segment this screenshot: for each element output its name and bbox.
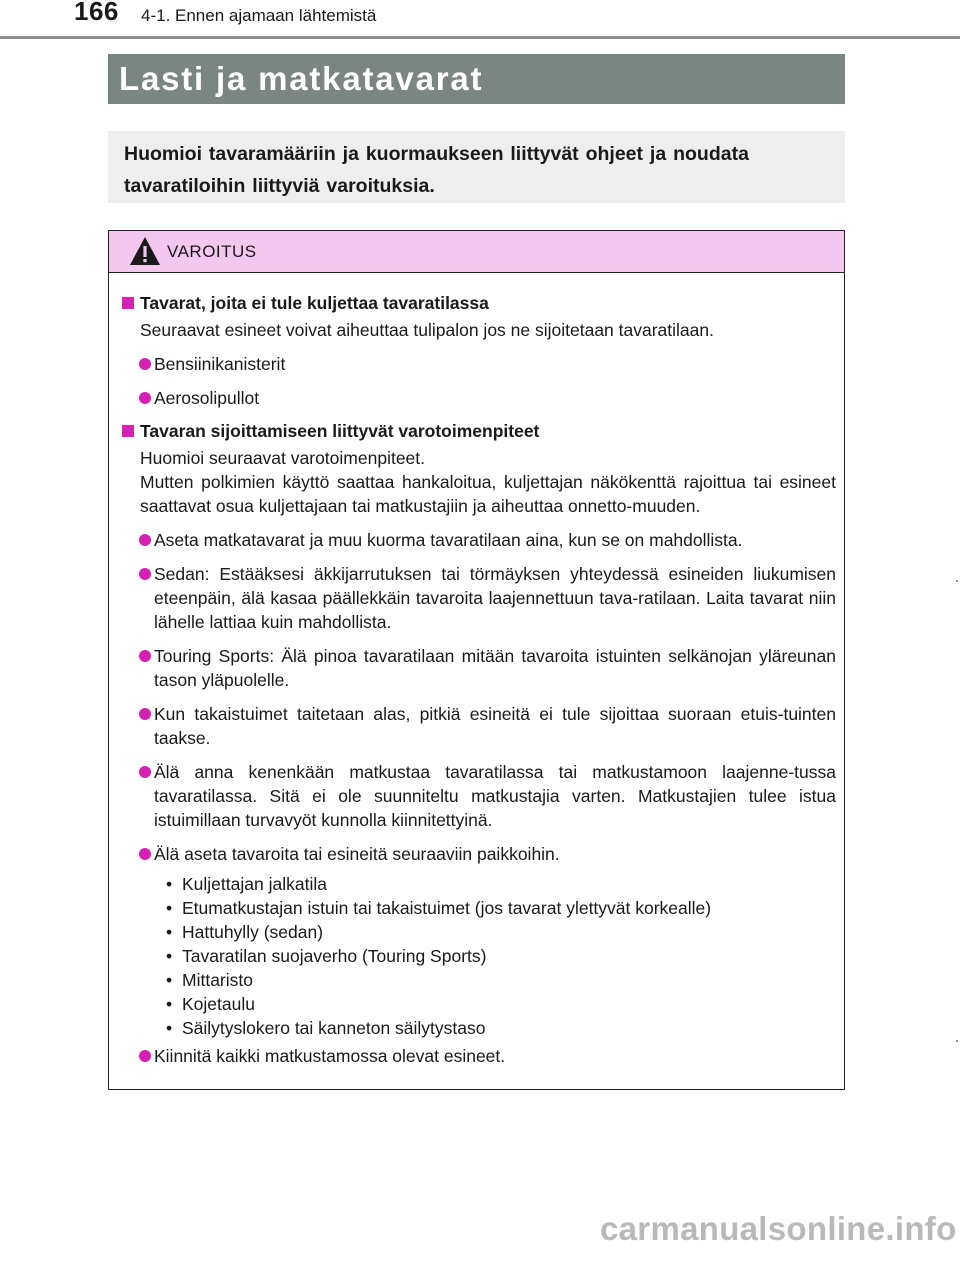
sub-list-item-text: Säilytyslokero tai kanneton säilytystaso: [182, 1018, 486, 1038]
sub-list-item: [120, 968, 836, 992]
square-bullet-icon: [122, 425, 134, 437]
sub-list-item-text: Hattuhylly (sedan): [182, 922, 324, 942]
warning-label: VAROITUS: [167, 242, 257, 261]
bullet-dot-icon: [139, 766, 151, 778]
section-heading: [120, 291, 836, 315]
title-bar: [108, 54, 845, 104]
list-item-text: Kun takaistuimet taitetaan alas, pitkiä esineitä ei tule sijoittaa suoraan etuis-tuinten taakse.: [154, 704, 836, 748]
bullet-dot-icon: [139, 534, 151, 546]
section-heading: [120, 419, 836, 443]
warning-body: [109, 273, 844, 1068]
list-item: [120, 1044, 836, 1068]
edge-mark: [956, 580, 958, 582]
header-divider: [0, 36, 960, 39]
warning-box: [108, 230, 845, 1090]
list-item: [120, 386, 836, 410]
sub-list-item: [120, 920, 836, 944]
warning-triangle-icon: [129, 236, 161, 266]
list-item-text: Touring Sports: Älä pinoa tavaratilaan mitään tavaroita istuinten selkänojan yläreunan tason yläpuolelle.: [154, 646, 836, 690]
list-item: [120, 528, 836, 552]
small-bullet-icon: •: [166, 898, 173, 918]
list-item-text: Sedan: Estääksesi äkkijarrutuksen tai törmäyksen yhteydessä esineiden liukumisen eteenpäin, älä kasaa päällekkäin tavaroita laajennettuun tava-ratilaan. Laita tavarat niin lähelle lattiaa kuin mahdollista.: [154, 564, 836, 632]
sub-list-item: [120, 872, 836, 896]
list-item: [120, 644, 836, 692]
list-item: [120, 760, 836, 832]
sub-list-item-text: Kuljettajan jalkatila: [182, 874, 327, 894]
sub-list-item-text: Etumatkustajan istuin tai takaistuimet (jos tavarat ylettyvät korkealle): [182, 898, 712, 918]
section-heading-text: Tavarat, joita ei tule kuljettaa tavaratilassa: [140, 293, 489, 313]
bullet-dot-icon: [139, 1050, 151, 1062]
small-bullet-icon: •: [166, 994, 173, 1014]
small-bullet-icon: •: [166, 946, 173, 966]
bullet-dot-icon: [139, 568, 151, 580]
list-item-text: Kiinnitä kaikki matkustamossa olevat esineet.: [154, 1046, 506, 1066]
edge-mark: [956, 1040, 958, 1042]
sub-list-item: [120, 1016, 836, 1040]
page-title: Lasti ja matkatavarat: [119, 60, 484, 97]
bullet-dot-icon: [139, 392, 151, 404]
intro-text: Huomioi tavaramääriin ja kuormaukseen liittyvät ohjeet ja noudata tavaratiloihin liittyviä varoituksia.: [124, 143, 749, 197]
section-reference: 4-1. Ennen ajamaan lähtemistä: [141, 6, 377, 25]
list-item: [120, 352, 836, 376]
intro-box: [108, 131, 845, 203]
paragraph: Mutten polkimien käyttö saattaa hankaloitua, kuljettajan näkökenttä rajoittua tai esineet saattavat osua kuljettajaan tai matkustajiin ja aiheuttaa onnetto-muuden.: [140, 472, 836, 516]
sub-list-item: [120, 944, 836, 968]
watermark: carmanualsonline.info: [600, 1210, 957, 1247]
page-number: 166: [74, 0, 119, 26]
list-item-text: Aseta matkatavarat ja muu kuorma tavaratilaan aina, kun se on mahdollista.: [154, 530, 743, 550]
small-bullet-icon: •: [166, 970, 173, 990]
list-item-text: Aerosolipullot: [154, 388, 260, 408]
bullet-dot-icon: [139, 708, 151, 720]
list-item: [120, 702, 836, 750]
small-bullet-icon: •: [166, 874, 173, 894]
sub-list-item-text: Mittaristo: [182, 970, 253, 990]
section-heading-text: Tavaran sijoittamiseen liittyvät varotoimenpiteet: [140, 421, 540, 441]
sub-list-item-text: Kojetaulu: [182, 994, 255, 1014]
paragraph: Huomioi seuraavat varotoimenpiteet.: [140, 448, 426, 468]
bullet-dot-icon: [139, 848, 151, 860]
sub-list-item: [120, 992, 836, 1016]
list-item-text: Älä anna kenenkään matkustaa tavaratilassa tai matkustamoon laajenne-tussa tavaratilassa. Sitä ei ole suunniteltu matkustajia varten. Matkustajien tulee istua istuimillaan turvavyöt kunnolla kiinnitettyinä.: [154, 762, 836, 830]
sub-list-item: [120, 896, 836, 920]
list-item-text: Bensiinikanisterit: [154, 354, 286, 374]
list-item: [120, 562, 836, 634]
sub-list-item-text: Tavaratilan suojaverho (Touring Sports): [182, 946, 487, 966]
square-bullet-icon: [122, 297, 134, 309]
bullet-dot-icon: [139, 650, 151, 662]
bullet-dot-icon: [139, 358, 151, 370]
paragraph: Seuraavat esineet voivat aiheuttaa tulipalon jos ne sijoitetaan tavaratilaan.: [140, 320, 714, 340]
warning-header: [109, 231, 844, 273]
small-bullet-icon: •: [166, 1018, 173, 1038]
list-item-text: Älä aseta tavaroita tai esineitä seuraaviin paikkoihin.: [154, 844, 560, 864]
small-bullet-icon: •: [166, 922, 173, 942]
list-item: [120, 842, 836, 866]
